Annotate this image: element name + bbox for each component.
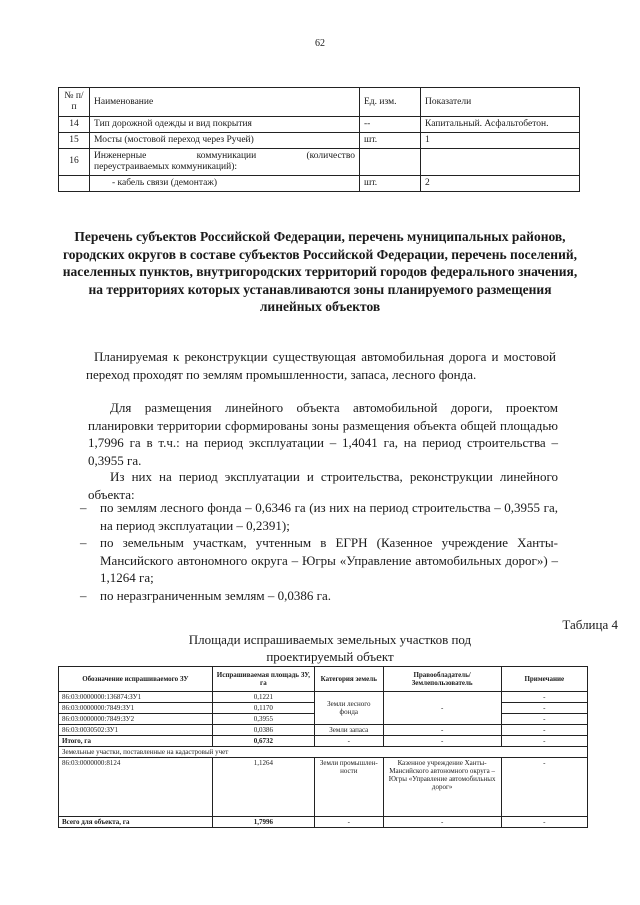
row-name-line2: переустраиваемых коммуникаций): <box>94 161 238 172</box>
grand-total-owner: - <box>383 817 501 828</box>
table-row <box>59 175 580 191</box>
cadastral-header-row <box>59 747 588 758</box>
table-header-row <box>59 667 588 692</box>
header-unit: Ед. изм. <box>360 88 421 117</box>
cell-area: 1,1264 <box>212 758 314 817</box>
cell-designation: 86:03:0000000:136874:ЗУ1 <box>59 692 213 703</box>
grand-total-area: 1,7996 <box>212 817 314 828</box>
list-item-text: по земельным участкам, учтенным в ЕГРН (Казенное учреждение Ханты-Мансийского автономного округа – Югры «Управление автомобильных дорог») – 1,1264 га; <box>100 535 558 585</box>
row-unit: -- <box>360 117 421 133</box>
bullet-list <box>80 499 558 604</box>
land-plots-table <box>58 666 588 828</box>
row-num <box>59 175 90 191</box>
total-category: - <box>315 736 384 747</box>
header-designation: Обозначение испрашиваемого ЗУ <box>59 667 213 692</box>
cell-note: - <box>501 714 587 725</box>
list-item <box>80 534 558 587</box>
cell-note: - <box>501 758 587 817</box>
row-name-line1: Инженерные коммуникации (количество <box>94 150 355 161</box>
cell-designation: 86:03:0000000:7849:ЗУ1 <box>59 703 213 714</box>
header-area: Испрашиваемая площадь ЗУ, га <box>212 667 314 692</box>
cell-designation: 86:03:0000000:7849:ЗУ2 <box>59 714 213 725</box>
cell-designation: 86:03:0000000:8124 <box>59 758 213 817</box>
cell-note: - <box>501 692 587 703</box>
bullet-dash: – <box>80 535 87 550</box>
row-value: Капитальный. Асфальтобетон. <box>421 117 580 133</box>
row-name: Тип дорожной одежды и вид покрытия <box>90 117 360 133</box>
table-title <box>120 631 540 665</box>
paragraph: Для размещения линейного объекта автомобильной дороги, проектом планировки территории сформированы зоны размещения объекта общей площадью 1,7996 га в т.ч.: на период эксплуатации – 1,4041 га, на период строительства – 0,3955 га. <box>88 400 558 468</box>
header-name: Наименование <box>90 88 360 117</box>
row-unit: шт. <box>360 132 421 148</box>
cell-area: 0,3955 <box>212 714 314 725</box>
section-title: Перечень субъектов Российской Федерации, перечень муниципальных районов, городских округов в составе субъектов Российской Федерации, перечень поселений, населенных пунктов, внутригородских территорий городов федерального значения, на территориях которых устанавливаются зоны планируемого размещения линейных объектов <box>62 229 578 314</box>
table-title-line2: проектируемый объект <box>266 649 394 664</box>
list-item <box>80 499 558 534</box>
table-title-line1: Площади испрашиваемых земельных участков под <box>188 632 472 647</box>
paragraph: Из них на период эксплуатации и строительства, реконструкции линейного объекта: <box>88 469 558 502</box>
cell-category: Земли промышлен-ности <box>315 758 384 817</box>
table-label: Таблица 4 <box>562 617 618 632</box>
table-row <box>59 758 588 817</box>
cell-note: - <box>501 703 587 714</box>
total-row <box>59 736 588 747</box>
cell-owner: - <box>383 692 501 725</box>
row-name <box>90 148 360 175</box>
row-value <box>421 148 580 175</box>
table-row <box>59 148 580 175</box>
row-value: 1 <box>421 132 580 148</box>
header-value: Показатели <box>421 88 580 117</box>
total-area: 0,6732 <box>212 736 314 747</box>
table-row <box>59 132 580 148</box>
grand-total-category: - <box>315 817 384 828</box>
table-row <box>59 725 588 736</box>
row-unit <box>360 148 421 175</box>
cell-note: - <box>501 725 587 736</box>
total-label: Итого, га <box>59 736 213 747</box>
bullet-dash: – <box>80 500 87 515</box>
row-num: 15 <box>59 132 90 148</box>
row-name: - кабель связи (демонтаж) <box>90 175 360 191</box>
cell-area: 0,1221 <box>212 692 314 703</box>
cadastral-header: Земельные участки, поставленные на кадастровый учет <box>59 747 588 758</box>
header-num: № п/п <box>59 88 90 117</box>
cell-area: 0,0386 <box>212 725 314 736</box>
row-unit: шт. <box>360 175 421 191</box>
grand-total-row <box>59 817 588 828</box>
table-row <box>59 692 588 703</box>
header-note: Примечание <box>501 667 587 692</box>
grand-total-label: Всего для объекта, га <box>59 817 213 828</box>
list-item-text: по неразграниченным землям – 0,0386 га. <box>100 587 331 603</box>
total-owner: - <box>383 736 501 747</box>
row-value: 2 <box>421 175 580 191</box>
cell-owner: Казенное учреждение Ханты-Мансийского автономного округа – Югры «Управление автомобильных дорог» <box>383 758 501 817</box>
list-item-text: по землям лесного фонда – 0,6346 га (из них на период строительства – 0,3955 га, на период эксплуатации – 0,2391); <box>100 500 558 533</box>
row-num: 14 <box>59 117 90 133</box>
cell-area: 0,1170 <box>212 703 314 714</box>
list-item <box>80 587 558 605</box>
row-num: 16 <box>59 148 90 175</box>
cell-owner: - <box>383 725 501 736</box>
bullet-dash: – <box>80 587 87 603</box>
grand-total-note: - <box>501 817 587 828</box>
paragraph: Планируемая к реконструкции существующая автомобильная дорога и мостовой переход проходят по землям промышленности, запаса, лесного фонда. <box>86 349 556 382</box>
table-row <box>59 117 580 133</box>
page-number: 62 <box>315 38 325 49</box>
total-note: - <box>501 736 587 747</box>
table-header-row <box>59 88 580 117</box>
header-category: Категория земель <box>315 667 384 692</box>
header-owner: Правообладатель/ Землепользователь <box>383 667 501 692</box>
characteristics-table <box>58 87 580 192</box>
cell-category: Земли запаса <box>315 725 384 736</box>
cell-category: Земли лесного фонда <box>315 692 384 725</box>
cell-designation: 86:03:0030502:ЗУ1 <box>59 725 213 736</box>
row-name: Мосты (мостовой переход через Ручей) <box>90 132 360 148</box>
